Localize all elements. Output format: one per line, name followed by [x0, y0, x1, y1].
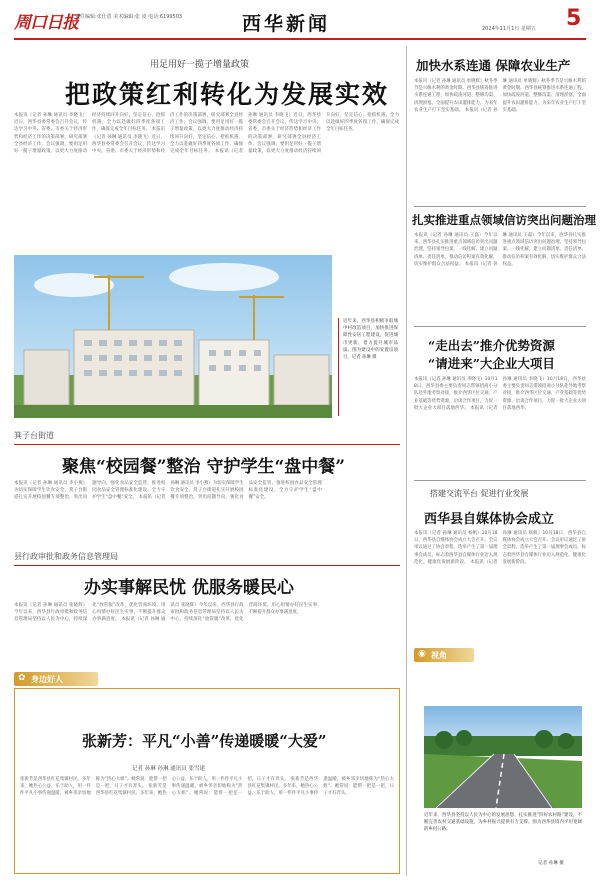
building-illustration — [14, 255, 332, 418]
section-title: 西华新闻 — [242, 13, 331, 35]
media-kicker: 搭建交流平台 促进行业发展 — [430, 489, 529, 498]
water-body-text: 本报讯（记者 孙琳 通讯员 单晓辉）秋冬季节是兴修水利的黄金时期。西华县统筹推进水系连通工程，加快疏浚河道、整修沟渠、清理淤塞，全面提升农田灌排能力，为来年农业生产打下坚实基础。 — [414, 79, 498, 113]
good-person-tag — [14, 672, 98, 686]
invest-body — [414, 376, 586, 476]
lead-photo — [14, 255, 332, 418]
govt-rule — [14, 565, 400, 566]
shijiao-caption-text: 近年来，西华县坚持以人民为中心的发展思想，扎实推进“四好农村路”建设，不断完善农村交通基础设施，为乡村振兴提供有力支撑。图为西华县境内平坦宽阔的乡村公路。 — [424, 813, 582, 833]
lead-body — [14, 112, 399, 252]
lead-kicker: 用足用好一揽子增量政策 — [150, 60, 250, 70]
lead-photo-caption — [338, 318, 398, 416]
good-person-tag-label: 身边好人 — [31, 675, 63, 684]
lead-body-text: 本报讯（记者 孙琳 通讯员 李晓飞）近日，西华县委常委会召开会议，传达学习中央、省委、市委关于经济形势和经济工作的决策部署，研究部署全县经济工作。会议强调，要用足用好一揽子增量政策，以更大力度推动经济持续回升向好，坚定信心、抢抓机遇，全力以赴做好四季度各项工作，确保完成全年目标任务。 — [14, 113, 165, 155]
invest-body-text-2: 本报讯（记者 孙琳 通讯员 李晓飞）10月18日，西华县委主要负责同志带领招商小分队赴外地考察对接，推介西华区位交通、产业基础等优势资源，洽谈合作项目，力促一批大企业大项目落地西华。 — [470, 377, 586, 411]
shijiao-caption — [424, 812, 582, 858]
good-person-body-text-3: 张新芳是西华县红花集镇村民。多年来，她热心公益、乐于助人，用一件件平凡小事传递温暖，被乡邻亲切地称为“热心大姐”。她常说：能帮一把是一把，日子才有奔头。 — [247, 777, 394, 797]
govt-body-text: 本报讯（记者 孙琳 通讯员 张晓辉）今年以来，西华县行政审批和政务信息管理局坚持以人民为中心，持续深化“放管服”改革，优化营商环境，用心用情办好民生实事，不断提升群众办事满意度。 — [14, 603, 166, 623]
petition-body — [414, 232, 586, 322]
good-person-headline: 张新芳：平凡“小善”传递暖暖“大爱” — [82, 732, 327, 750]
media-body-text-2: 本报讯（记者 孙琳 通讯员 杨帆）10月18日，西华县自媒体协会成立大会召开。会议审议通过了协会章程，选举产生了第一届理事会成员，标志着西华县自媒体行业迈入规范化、健康化发展新阶段。 — [470, 531, 586, 565]
road-illustration — [424, 706, 582, 808]
school-kicker: 箕子台街道 — [14, 431, 54, 440]
petition-body-text: 本报讯（记者 孙琳 通讯员 王磊）今年以来，西华县扎实推进重点领域信访突出问题治理，坚持领导包案、一线化解，建立问题清单、责任清单，推动信访积案有效化解，切实维护群众合法权益。 — [414, 233, 498, 267]
issue-date: 2024年11月1日 星期五 — [482, 26, 536, 32]
govt-body — [14, 602, 400, 664]
invest-headline-1: “走出去”推介优势资源 — [428, 338, 555, 353]
media-body — [414, 530, 586, 640]
school-rule — [14, 444, 400, 445]
media-headline: 西华县自媒体协会成立 — [424, 512, 555, 527]
school-body-text: 本报讯（记者 孙琳 通讯员 李小燕）为切实保障学生饮食安全，箕子台街道扎实开展校园餐专项整治，突出问题导向，强化食品安全监管，推进校园食品安全管理标准化建设，全力守护学生“盘中餐”安全。 — [14, 481, 166, 501]
water-body — [414, 78, 586, 202]
invest-rule — [414, 480, 586, 481]
media-body-text: 本报讯（记者 孙琳 通讯员 杨帆）10月18日，西华县自媒体协会成立大会召开。会议审议通过了协会章程，选举产生了第一届理事会成员，标志着西华县自媒体行业迈入规范化、健康化发展新阶段。 — [414, 531, 498, 565]
good-person-byline: 记者 孙琳 孙琳 通讯员 张雪建 — [132, 766, 205, 772]
right-divider — [406, 46, 407, 876]
govt-headline: 办实事解民忧 优服务暖民心 — [84, 578, 294, 598]
water-body-text-2: 本报讯（记者 孙琳 通讯员 单晓辉）秋冬季节是兴修水利的黄金时期。西华县统筹推进水系连通工程，加快疏浚河道、整修沟渠、清理淤塞，全面提升农田灌排能力，为来年农业生产打下坚实基础。 — [464, 79, 586, 113]
lead-headline: 把政策红利转化为发展实效 — [65, 80, 390, 109]
editor-info: 责任编辑:张仕恩 美术编辑:张 凌 电话:6199503 — [75, 14, 183, 20]
shijiao-photo — [424, 706, 582, 808]
masthead — [0, 0, 600, 42]
lead-body-text-2: 本报讯（记者 孙琳 通讯员 李晓飞）近日，西华县委常委会召开会议，传达学习中央、省委、市委关于经济形势和经济工作的决策部署，研究部署全县经济工作。会议强调，要用足用好一揽子增量政策，以更大力度推动经济持续回升向好，坚定信心、抢抓机遇，全力以赴做好四季度各项工作，确保完成全年目标任务。 — [92, 113, 243, 155]
invest-body-text: 本报讯（记者 孙琳 通讯员 李晓飞）10月18日，西华县委主要负责同志带领招商小分队赴外地考察对接，推介西华区位交通、产业基础等优势资源，洽谈合作项目，力促一批大企业大项目落地西华。 — [414, 377, 498, 411]
govt-body-text-2: 本报讯（记者 孙琳 通讯员 张晓辉）今年以来，西华县行政审批和政务信息管理局坚持以人民为中心，持续深化“放管服”改革，优化营商环境，用心用情办好民生实事，不断提升群众办事满意度。 — [121, 603, 322, 623]
shijiao-credit: 记者 孙琳 摄 — [538, 861, 564, 866]
petition-body-text-2: 本报讯（记者 孙琳 通讯员 王磊）今年以来，西华县扎实推进重点领域信访突出问题治理，坚持领导包案、一线化解，建立问题清单、责任清单，推动信访积案有效化解，切实维护群众合法权益。 — [464, 233, 586, 267]
masthead-rule — [14, 38, 586, 40]
school-body — [14, 480, 400, 542]
camera-icon: ◉ — [418, 649, 426, 659]
star-icon: ✿ — [18, 673, 26, 683]
school-body-text-2: 本报讯（记者 孙琳 通讯员 李小燕）为切实保障学生饮食安全，箕子台街道扎实开展校园餐专项整治，突出问题导向，强化食品安全监管，推进校园食品安全管理标准化建设，全力守护学生“盘中餐”安全。 — [138, 481, 322, 501]
lead-body-text-3: 本报讯（记者 孙琳 通讯员 李晓飞）近日，西华县委常委会召开会议，传达学习中央、省委、市委关于经济形势和经济工作的决策部署，研究部署全县经济工作。会议强调，要用足用好一揽子增量政策，以更大力度推动经济持续回升向好，坚定信心、抢抓机遇，全力以赴做好四季度各项工作，确保完成全年目标任务。 — [214, 113, 399, 155]
newspaper-logo: 周口日报 — [14, 13, 78, 33]
water-headline: 加快水系连通 保障农业生产 — [416, 58, 571, 73]
page-number: 5 — [566, 6, 582, 31]
shijiao-tag-label: 视角 — [431, 651, 447, 660]
petition-headline: 扎实推进重点领域信访突出问题治理 — [412, 213, 596, 227]
school-headline: 聚焦“校园餐”整治 守护学生“盘中餐” — [62, 457, 346, 477]
invest-headline-2: “请进来”大企业大项目 — [428, 356, 555, 371]
lead-photo-caption-text: 近年来，西华县积极争取城中村改造项目，加快推进保障性安居工程建设，促进城市更新，着力提升城市品质。图为建设中的安置房项目。记者 孙琳 摄 — [343, 319, 398, 361]
govt-kicker: 县行政审批和政务信息管理局 — [14, 552, 118, 561]
petition-rule — [414, 326, 586, 327]
good-person-body-text: 张新芳是西华县红花集镇村民。多年来，她热心公益、乐于助人，用一件件平凡小事传递温暖，被乡邻亲切地称为“热心大姐”。她常说：能帮一把是一把，日子才有奔头。 — [20, 777, 167, 797]
shijiao-tag — [414, 648, 474, 662]
good-person-body — [20, 776, 394, 868]
water-rule — [414, 206, 586, 207]
good-person-body-text-2: 张新芳是西华县红花集镇村民。多年来，她热心公益、乐于助人，用一件件平凡小事传递温暖，被乡邻亲切地称为“热心大姐”。她常说：能帮一把是一把，日子才有奔头。 — [95, 777, 290, 797]
